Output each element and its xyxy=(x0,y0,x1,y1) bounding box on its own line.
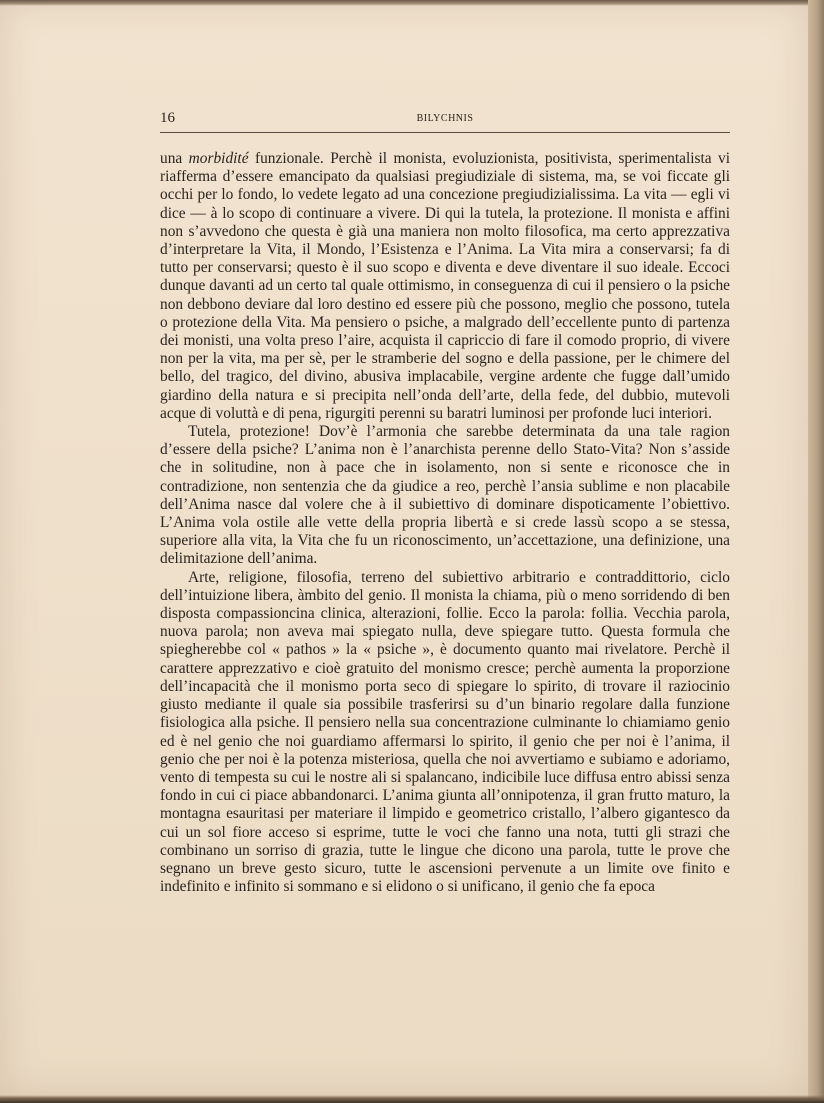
paragraph-3: Arte, religione, filosofia, terreno del subiettivo arbitrario e contraddittorio, ciclo dell’intuizione libera, àmbito del genio. Il monista la chiama, più o meno sorridendo di ben disposta compassioncina clinica, alterazioni, follie. Ecco la parola: follia. Vecchia parola, nuova parola; non aveva mai spiegato nulla, deve spiegare tutto. Questa formula che spiegherebbe col « pathos » la « psiche », è documento quanto mai rivelatore. Perchè il carattere apprezzativo e cioè gratuito del monismo cresce; perchè aumenta la proporzione dell’incapacità che il monismo porta seco di spiegare lo spirito, di trovare il raziocinio giusto mediante il quale sia possibile trasferirsi su d’un binario regolare dalla funzione fisiologica alla psiche. Il pensiero nella sua concentrazione culminante lo chiamiamo genio ed è nel genio che noi guardiamo affermarsi lo spirito, il genio che per noi è l’anima, il genio che per noi è la potenza misteriosa, quella che noi avvertiamo e subiamo e adoriamo, vento di tempesta su cui le nostre ali si spalancano, indicibile luce diffusa entro abissi senza fondo in cui ci piace abbandonarci. L’anima giunta all’onnipotenza, il gran frutto maturo, la montagna esauritasi per materiare il limpido e geometrico cristallo, l’albero gigantesco da cui un sol fiore acceso si esprime, tutte le voci che fanno una nota, tutti gli strazi che combinano un sorriso di grazia, tutte le lingue che dicono una parola, tutte le prove che segnano un breve gesto sicuro, tutte le ascensioni pervenute a un limite ove finito e indefinito e infinito si sommano e si elidono o si unificano, il genio che fa epoca xyxy=(160,568,730,896)
header-rule xyxy=(160,132,730,133)
page-top-edge xyxy=(0,0,808,6)
italic-term: morbidité xyxy=(188,150,249,167)
book-bottom-edge xyxy=(0,1095,824,1103)
running-head: BILYCHNIS xyxy=(416,113,474,124)
page-header xyxy=(160,110,730,130)
paragraph-1: una morbidité funzionale. Perchè il monista, evoluzionista, positivista, sperimentalista vi riafferma d’essere emancipato da qualsiasi pregiudiziale di sistema, ma, se voi ficcate gli occhi per lo fondo, lo vedete legato ad una concezione pregiudizialissima. La vita — egli vi dice — à lo scopo di continuare a vivere. Di qui la tutela, la protezione. Il monista e affini non s’avvedono che questa è già una maniera non molto filosofica, ma certo apprezzativa d’interpretare la Vita, il Mondo, l’Esistenza e l’Anima. La Vita mira a conservarsi; fa di tutto per conservarsi; questo è il suo scopo e diventa e deve diventare il suo ideale. Eccoci dunque davanti ad un certo tal quale ottimismo, in conseguenza di cui il pensiero o la psiche non debbono deviare dal loro destino ed essere più che possono, meglio che possono, tutela o protezione della Vita. Ma pensiero o psiche, a malgrado dell’eccellente punto di partenza dei monisti, una volta preso l’aire, acquista il capriccio di fare il comodo proprio, di vivere non per la vita, ma per sè, per le stramberie del sogno e della passione, per le chimere del bello, del tragico, del divino, abusiva implacabile, vergine ardente che fugge dall’umido giardino della natura e si precipita nell’onda dell’arte, della fede, del dubbio, mutevoli acque di voluttà e di pena, rigurgiti perenni su baratri luminosi per profonde luci interiori. xyxy=(160,150,731,422)
body-text xyxy=(160,150,730,896)
page-number: 16 xyxy=(160,110,175,126)
book-right-edge xyxy=(808,0,824,1103)
paragraph-2: Tutela, protezione! Dov’è l’armonia che sarebbe determinata da una tale ragion d’essere della psiche? L’anima non è l’anarchista perenne dello Stato-Vita? Non s’asside che in solitudine, non à pace che in isolamento, non si sente e riconosce che in contradizione, non sentenzia che da giudice a reo, perchè l’ansia sublime e non placabile dell’Anima nasce dal volere che à il subiettivo di dominare dispoticamente l’obiettivo. L’Anima vola ostile alle vette della propria libertà e si crede lassù scopo a se stessa, superiore alla vita, la Vita che fu un riconoscimento, un’accettazione, una definizione, una delimitazione dell’anima. xyxy=(160,423,730,568)
